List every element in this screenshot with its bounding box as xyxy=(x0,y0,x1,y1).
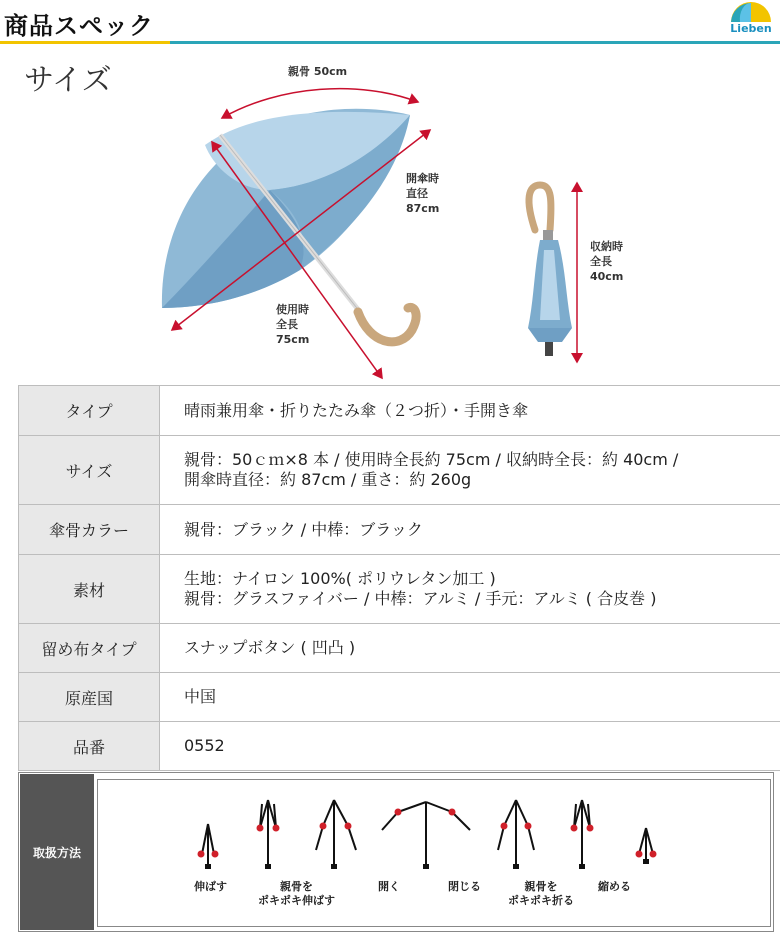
header-underline-accent xyxy=(0,41,170,44)
row-value: スナップボタン ( 凹凸 ) xyxy=(160,624,780,673)
step-fold-ribs-icon xyxy=(571,800,594,869)
care-steps-panel xyxy=(97,779,771,927)
row-value: 中国 xyxy=(160,673,780,722)
step-label: 縮める xyxy=(598,880,631,893)
table-row xyxy=(19,624,780,673)
table-row xyxy=(19,673,780,722)
step-ribs-spread-icon xyxy=(316,800,356,869)
umbrella-size-diagram xyxy=(0,50,780,385)
table-row xyxy=(19,722,780,771)
row-value: 晴雨兼用傘・折りたたみ傘（２つ折）・手開き傘 xyxy=(160,386,780,436)
table-row xyxy=(19,436,780,505)
care-label: 取扱方法 xyxy=(20,774,94,930)
table-row xyxy=(19,555,780,624)
row-value: 親骨：ブラック / 中棒：ブラック xyxy=(160,505,780,555)
step-shrink-icon xyxy=(636,828,657,864)
table-row xyxy=(19,386,780,436)
row-label: 留め布タイプ xyxy=(19,624,160,673)
row-label: 傘骨カラー xyxy=(19,505,160,555)
row-label: 素材 xyxy=(19,555,160,624)
step-extend-icon xyxy=(198,824,219,869)
step-close-icon xyxy=(498,800,534,869)
page-title: 商品スペック xyxy=(4,12,154,40)
row-label: 品番 xyxy=(19,722,160,771)
brand-logo xyxy=(726,2,776,40)
row-value: 生地：ナイロン 100%( ポリウレタン加工 ) 親骨：グラスファイバー / 中棒：アルミ / 手元：アルミ ( 合皮巻 ) xyxy=(160,555,780,624)
logo-text: Lieben xyxy=(730,22,772,35)
row-label: サイズ xyxy=(19,436,160,505)
folded-umbrella-illustration xyxy=(528,185,572,356)
use-length-label: 使用時 全長 75cm xyxy=(276,303,310,346)
row-label: 原産国 xyxy=(19,673,160,722)
step-label: 親骨を ポキポキ伸ばす xyxy=(258,880,335,907)
step-label: 親骨を ポキポキ折る xyxy=(508,880,574,907)
size-heading: サイズ xyxy=(24,63,112,98)
stored-length-label: 収納時 全長 40cm xyxy=(590,240,624,283)
row-value: 0552 xyxy=(160,722,780,771)
row-label: タイプ xyxy=(19,386,160,436)
step-open-icon xyxy=(382,802,470,869)
step-label: 閉じる xyxy=(448,880,481,893)
care-steps-illustration xyxy=(98,780,770,926)
rib-length-label: 親骨 50cm xyxy=(288,65,348,78)
step-label: 伸ばす xyxy=(194,880,227,893)
spec-table xyxy=(18,385,780,771)
open-diameter-label: 開傘時 直径 87cm xyxy=(406,172,440,215)
step-label: 開く xyxy=(378,880,400,893)
row-value: 親骨：50ｃｍ×8 本 / 使用時全長約 75cm / 収納時全長：約 40cm / 開傘時直径：約 87cm / 重さ：約 260g xyxy=(160,436,780,505)
step-extend-ribs-icon xyxy=(257,800,280,869)
table-row xyxy=(19,505,780,555)
care-instructions xyxy=(18,772,774,932)
page-header xyxy=(0,0,780,44)
umbrella-logo-icon xyxy=(726,2,776,24)
